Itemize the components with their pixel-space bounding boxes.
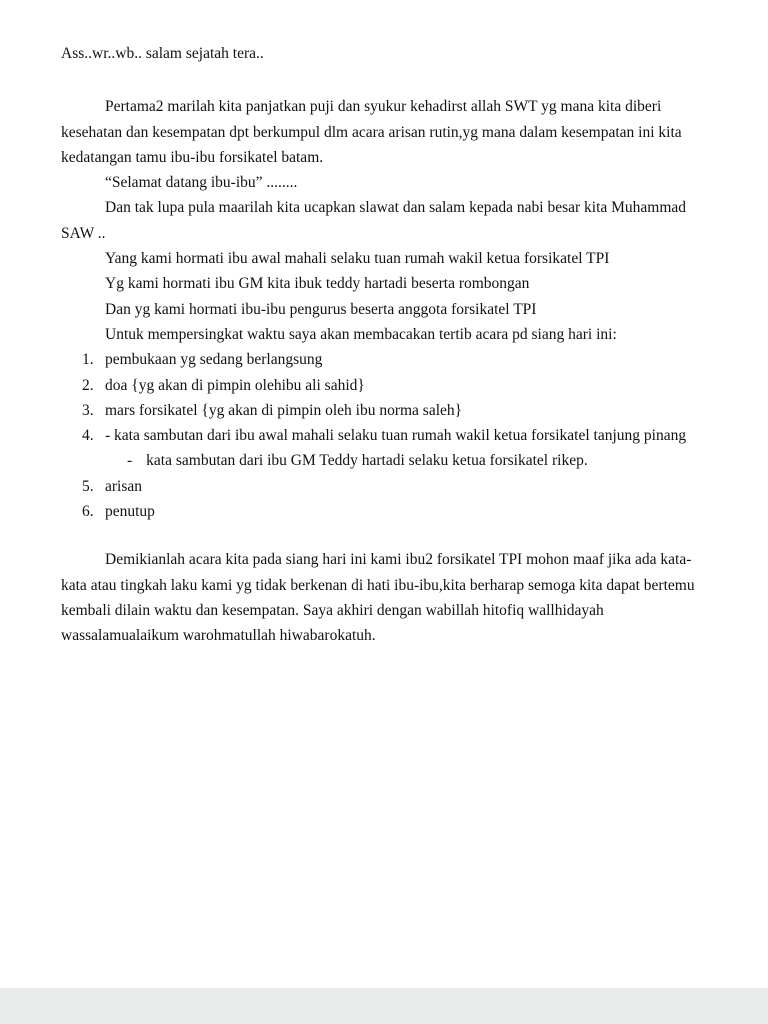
list-item-text: arisan [105, 477, 143, 495]
list-item-number: 4. [82, 427, 94, 445]
greeting-line: Ass..wr..wb.. salam sejatah tera.. [61, 45, 264, 62]
list-item [82, 499, 704, 524]
list-item [82, 474, 704, 499]
list-item [82, 373, 704, 398]
list-item-number: 5. [82, 477, 94, 495]
salawat-paragraph: Dan tak lupa pula maarilah kita ucapkan slawat dan salam kepada nabi besar kita Muhammad SAW .. [61, 199, 687, 242]
list-item [82, 398, 704, 423]
list-item-number: 2. [82, 376, 94, 394]
list-item-text: penutup [105, 503, 155, 521]
opening-paragraph: Pertama2 marilah kita panjatkan puji dan syukur kehadirst allah SWT yg mana kita diberi kesehatan dan kesempatan dpt berkumpul dlm acara arisan rutin,yg mana dalam kesempatan ini kita kedatangan tamu ibu-ibu forsikatel batam. [61, 98, 682, 166]
list-item-number: 1. [82, 351, 94, 369]
hormati-line-2: Yg kami hormati ibu GM kita ibuk teddy hartadi beserta rombongan [105, 275, 530, 293]
agenda-list [82, 347, 704, 524]
list-item-text [105, 423, 704, 474]
list-item-text: pembukaan yg sedang berlangsung [105, 351, 323, 369]
list-item [82, 347, 704, 372]
closing-paragraph: Demikianlah acara kita pada siang hari ini kami ibu2 forsikatel TPI mohon maaf jika ada kata-kata atau tingkah laku kami yg tidak berkenan di hati ibu-ibu,kita berharap semoga kita dapat bertemu kembali dilain waktu dan kesempatan. Saya akhiri dengan wabillah hitofiq wallhidayah wassalamualaikum warohmatullah hiwabarokatuh. [61, 551, 695, 645]
list-item-number: 3. [82, 401, 94, 419]
list-item-text: mars forsikatel {yg akan di pimpin oleh ibu norma saleh} [105, 401, 463, 419]
list-item-number: 6. [82, 503, 94, 521]
list-item-main-text: - kata sambutan dari ibu awal mahali selaku tuan rumah wakil ketua forsikatel tanjung pinang [105, 427, 687, 445]
hormati-line-1: Yang kami hormati ibu awal mahali selaku tuan rumah wakil ketua forsikatel TPI [105, 250, 610, 268]
welcome-line: “Selamat datang ibu-ibu” ........ [105, 174, 298, 192]
list-sub-item [127, 448, 704, 473]
hormati-line-3: Dan yg kami hormati ibu-ibu pengurus beserta anggota forsikatel TPI [105, 300, 537, 318]
sub-item-text: kata sambutan dari ibu GM Teddy hartadi selaku ketua forsikatel rikep. [146, 452, 588, 470]
list-item [82, 423, 704, 474]
sub-item-dash: - [127, 452, 133, 470]
agenda-intro-line: Untuk mempersingkat waktu saya akan membacakan tertib acara pd siang hari ini: [105, 325, 617, 343]
list-item-text: doa {yg akan di pimpin olehibu ali sahid} [105, 376, 365, 394]
